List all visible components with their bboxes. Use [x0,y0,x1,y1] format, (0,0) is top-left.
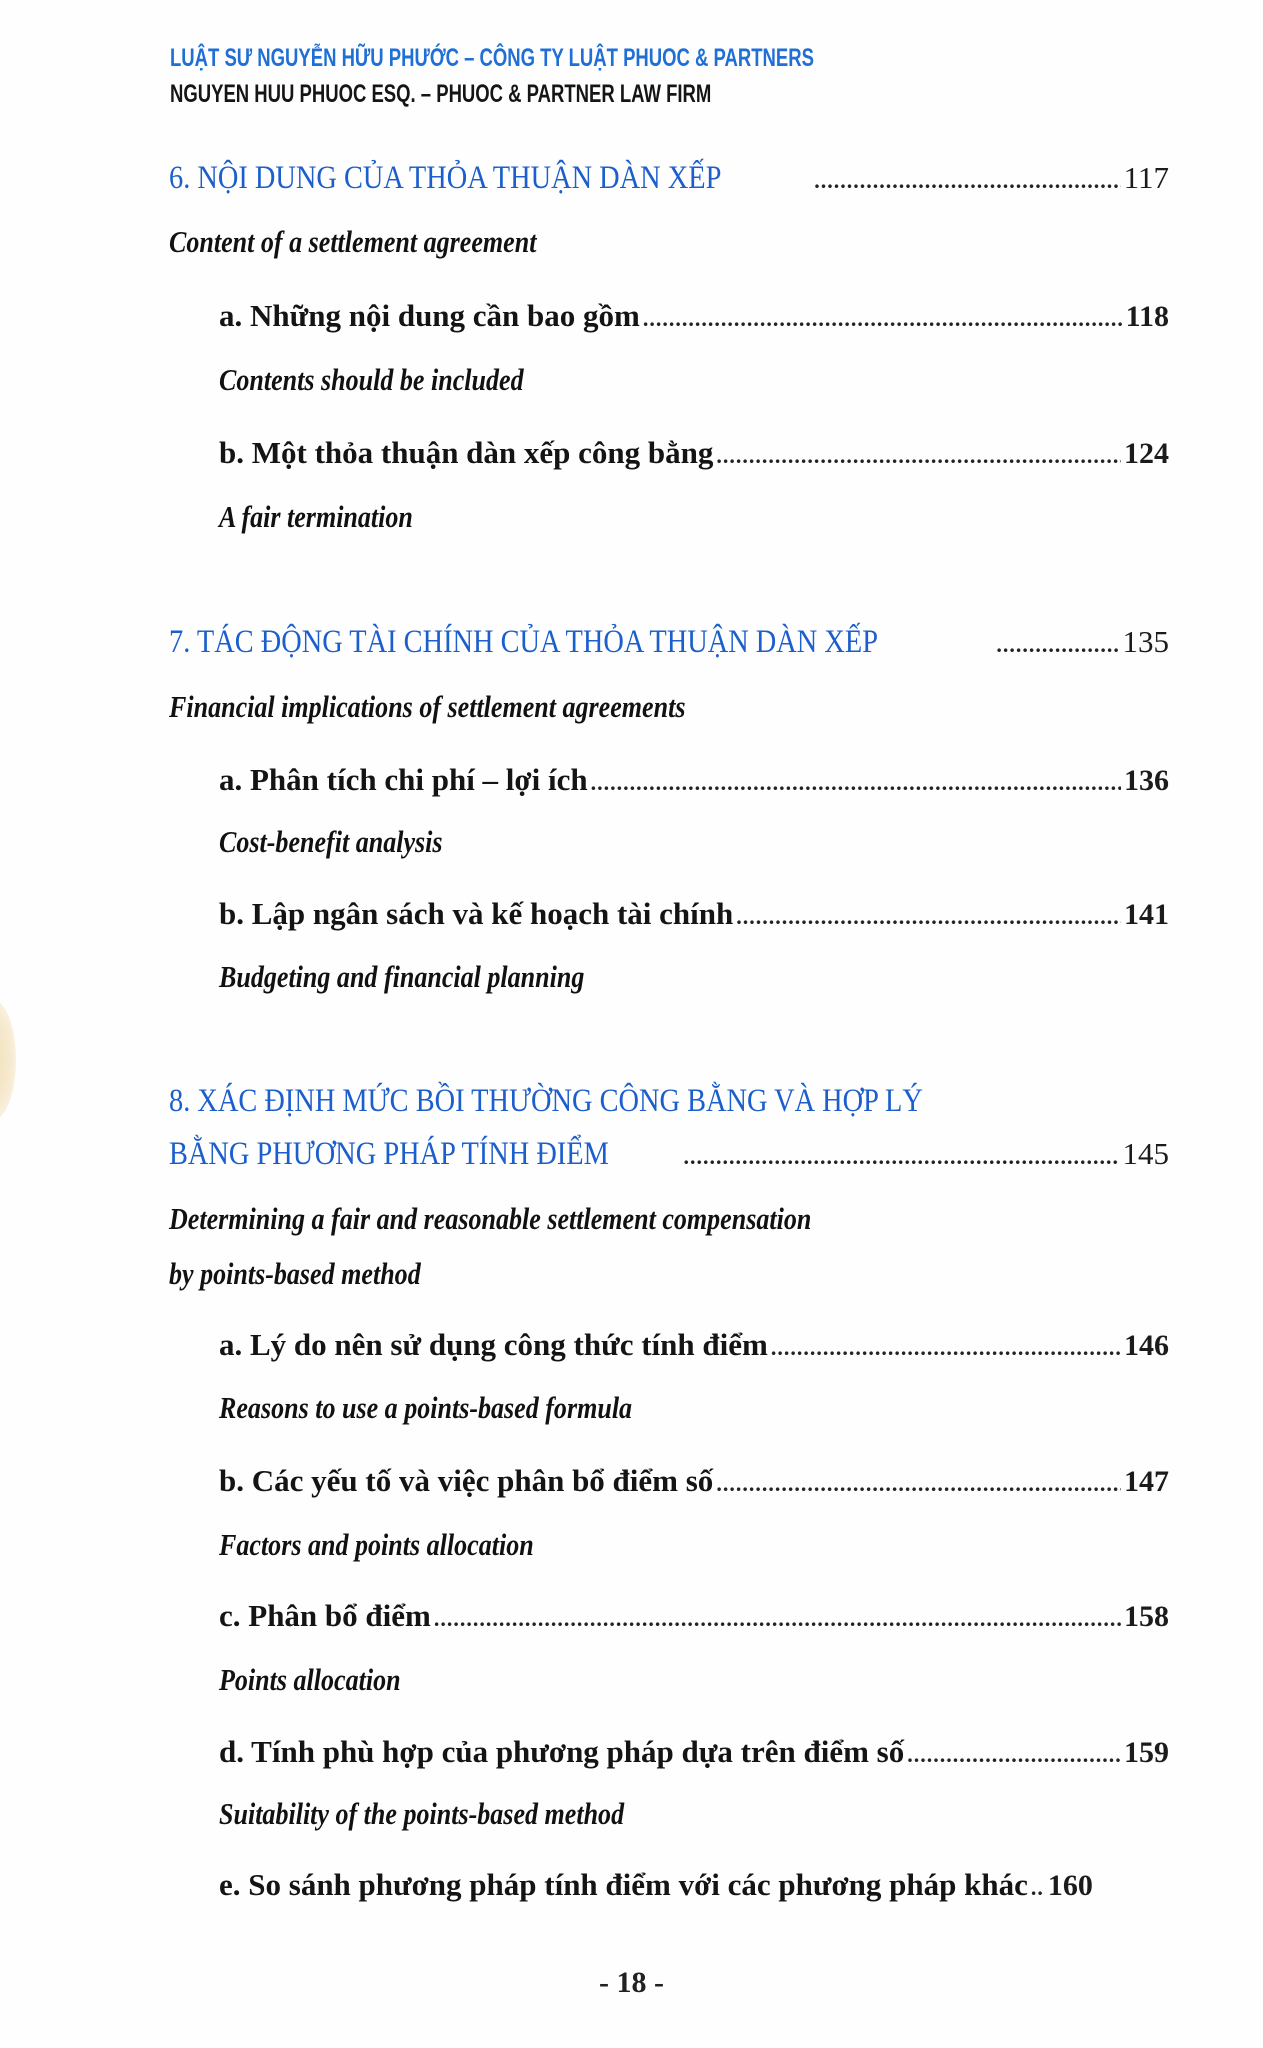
entry-english-subtitle: Determining a fair and reasonable settlement compensation [169,1201,812,1236]
dot-leader [907,1742,1121,1768]
header-english: NGUYEN HUU PHUOC ESQ. – PHUOC & PARTNER LAW FIRM [170,80,712,108]
entry-page: 147 [1124,1465,1169,1498]
toc-entry-heading[interactable] [169,160,1169,197]
entry-english-subtitle: Points allocation [219,1662,401,1697]
entry-title: a. Những nội dung cần bao gồm [219,298,640,333]
page-edge-stain [0,1000,16,1120]
dot-leader [996,632,1119,658]
toc-entry-heading[interactable] [169,624,1169,661]
entry-page: 141 [1124,898,1169,931]
toc-entry[interactable] [219,1463,1169,1499]
dot-leader [591,770,1121,796]
dot-leader [643,306,1123,332]
toc-entry[interactable] [219,1598,1169,1634]
entry-title: 8. XÁC ĐỊNH MỨC BỒI THƯỜNG CÔNG BẰNG VÀ HỢP LÝ [169,1083,923,1119]
entry-page: 158 [1124,1600,1169,1633]
toc-entry[interactable] [219,1327,1169,1363]
entry-page: 145 [1122,1136,1169,1171]
entry-title: 6. NỘI DUNG CỦA THỎA THUẬN DÀN XẾP [169,160,722,196]
entry-title: a. Lý do nên sử dụng công thức tính điểm [219,1327,768,1362]
entry-english-subtitle: Suitability of the points-based method [219,1796,625,1831]
entry-page: 124 [1124,437,1169,470]
dot-leader [1031,1875,1045,1901]
toc-entry-heading-line1[interactable] [169,1083,1169,1120]
entry-english-subtitle: Financial implications of settlement agreements [169,689,686,724]
entry-title: a. Phân tích chi phí – lợi ích [219,762,588,797]
toc-entry[interactable] [219,896,1169,932]
toc-entry[interactable] [219,1867,1169,1903]
dot-leader [434,1606,1121,1632]
toc-entry-heading-line2[interactable] [169,1136,1169,1173]
entry-page: 117 [1123,160,1169,195]
entry-english-subtitle: Reasons to use a points-based formula [219,1390,633,1425]
toc-entry[interactable] [219,435,1169,471]
entry-title: b. Một thỏa thuận dàn xếp công bằng [219,435,714,470]
entry-english-subtitle: Budgeting and financial planning [219,959,585,994]
entry-page: 160 [1047,1869,1093,1902]
entry-page: 146 [1124,1329,1169,1362]
entry-english-subtitle: Content of a settlement agreement [169,224,537,259]
dot-leader [716,443,1121,469]
dot-leader [736,904,1121,930]
toc-entry[interactable] [219,1734,1169,1770]
entry-page: 118 [1125,300,1169,333]
entry-english-subtitle: by points-based method [169,1256,421,1291]
entry-english-subtitle: A fair termination [219,499,413,534]
entry-title: 7. TÁC ĐỘNG TÀI CHÍNH CỦA THỎA THUẬN DÀN XẾP [169,624,879,660]
dot-leader [771,1335,1121,1361]
entry-page: 135 [1122,624,1169,659]
entry-title: b. Các yếu tố và việc phân bổ điểm số [219,1463,714,1498]
entry-english-subtitle: Cost-benefit analysis [219,824,443,859]
toc-entry[interactable] [219,298,1169,334]
entry-title: c. Phân bổ điểm [219,1598,431,1633]
dot-leader [683,1144,1119,1170]
entry-title: e. So sánh phương pháp tính điểm với các phương pháp khác [219,1867,1028,1902]
entry-page: 136 [1124,764,1169,797]
entry-title: BẰNG PHƯƠNG PHÁP TÍNH ĐIỂM [169,1136,609,1172]
dot-leader [716,1471,1121,1497]
entry-title: d. Tính phù hợp của phương pháp dựa trên điểm số [219,1734,905,1769]
header-vietnamese: LUẬT SƯ NGUYỄN HỮU PHƯỚC – CÔNG TY LUẬT PHUOC & PARTNERS [170,44,814,72]
entry-page: 159 [1124,1736,1169,1769]
toc-entry[interactable] [219,762,1169,798]
page-number: - 18 - [599,1966,664,1999]
entry-title: b. Lập ngân sách và kế hoạch tài chính [219,896,734,931]
dot-leader [814,168,1120,194]
entry-english-subtitle: Factors and points allocation [219,1527,534,1562]
entry-english-subtitle: Contents should be included [219,362,524,397]
